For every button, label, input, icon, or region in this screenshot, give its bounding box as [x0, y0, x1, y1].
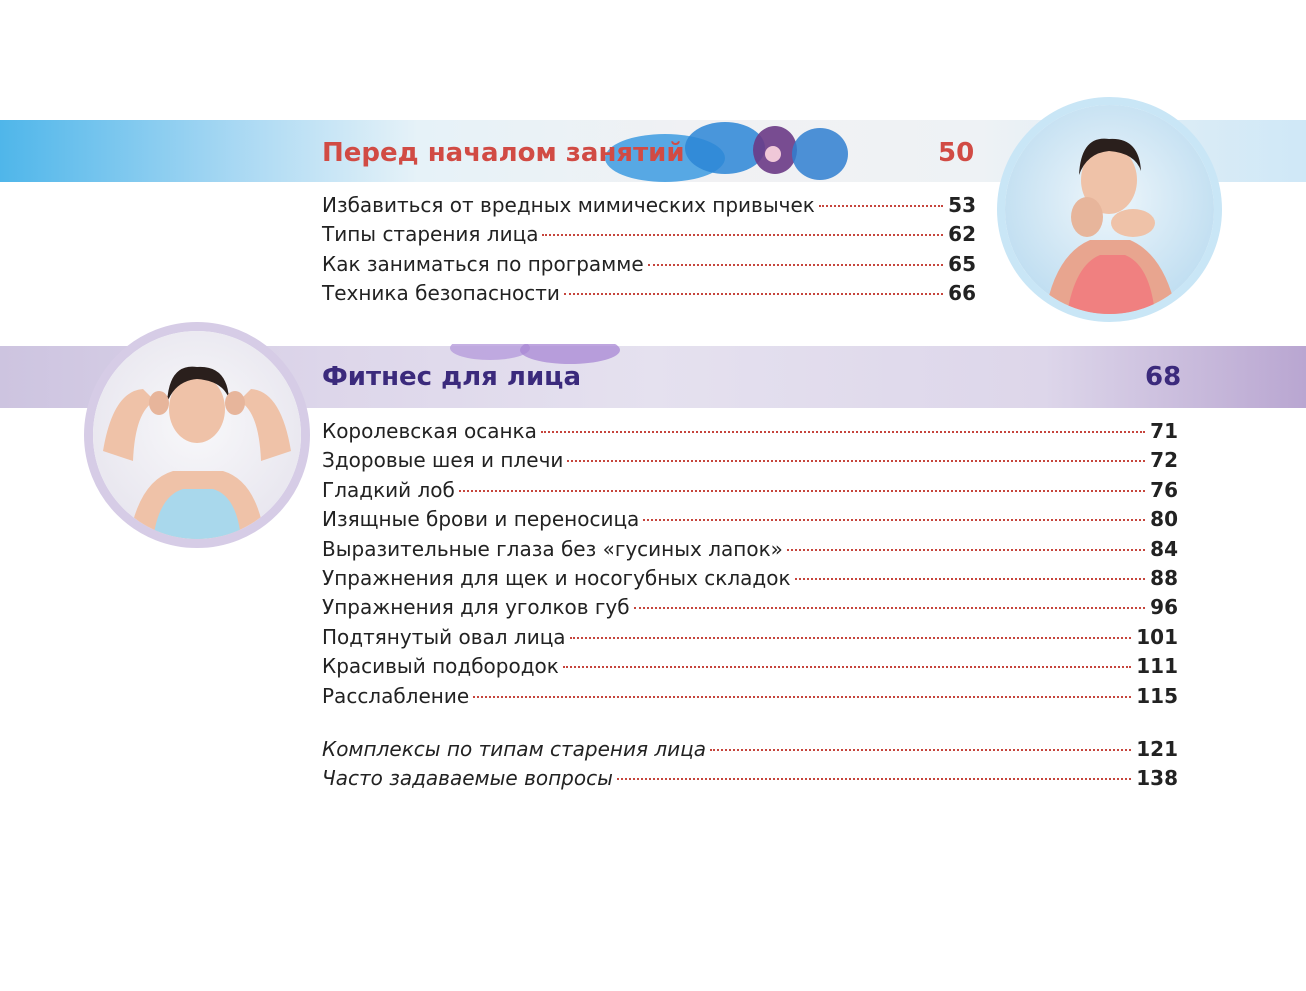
toc-entry[interactable]: Подтянутый овал лица 101 [322, 624, 1178, 649]
toc-section-2 [322, 417, 1178, 711]
toc-entry[interactable]: Упражнения для щек и носогубных складок 88 [322, 565, 1178, 590]
toc-entry[interactable]: Изящные брови и переносица 80 [322, 507, 1178, 532]
toc-entry[interactable]: Выразительные глаза без «гусиных лапок» 84 [322, 536, 1178, 561]
toc-entry[interactable]: Упражнения для уголков губ 96 [322, 595, 1178, 620]
photo-woman-chin-pose [997, 97, 1222, 322]
toc-entry[interactable]: Расслабление 115 [322, 683, 1178, 708]
toc-entry[interactable]: Красивый подбородок 111 [322, 654, 1178, 679]
toc-extras [322, 735, 1178, 794]
toc-entry[interactable]: Гладкий лоб 76 [322, 477, 1178, 502]
section-page-1[interactable]: 50 [938, 138, 975, 168]
toc-entry[interactable]: Часто задаваемые вопросы 138 [322, 766, 1178, 791]
photo-woman-temples-pose [84, 322, 310, 548]
section-page-2[interactable]: 68 [1145, 362, 1182, 392]
toc-entry[interactable]: Здоровые шея и плечи 72 [322, 448, 1178, 473]
toc-entry[interactable]: Избавиться от вредных мимических привычек 53 [322, 193, 976, 217]
section-title-2[interactable]: Фитнес для лица [322, 362, 581, 392]
toc-entry[interactable]: Техника безопасности 66 [322, 281, 976, 306]
section-title-1[interactable]: Перед началом занятий [322, 138, 685, 168]
toc-entry[interactable]: Как заниматься по программе 65 [322, 251, 976, 276]
toc-entry[interactable]: Комплексы по типам старения лица 121 [322, 737, 1178, 761]
toc-entry[interactable]: Королевская осанка 71 [322, 419, 1178, 443]
toc-section-1 [322, 191, 976, 309]
toc-entry[interactable]: Типы старения лица 62 [322, 222, 976, 247]
